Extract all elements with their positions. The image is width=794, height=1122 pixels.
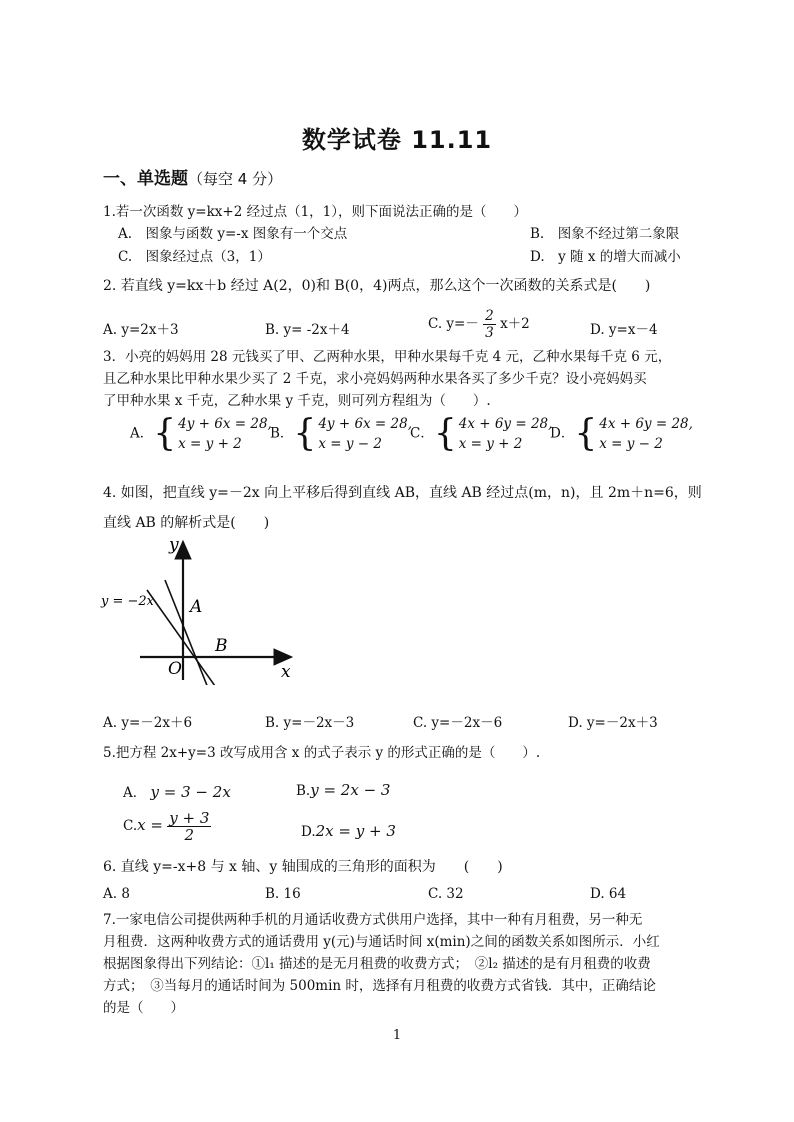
q3-d-eq1: 4x + 6y = 28, bbox=[599, 416, 693, 432]
q5-c-fraction bbox=[167, 810, 211, 843]
section-label: 一、单选题 bbox=[103, 169, 188, 189]
q3-b-eq1: 4y + 6x = 28, bbox=[318, 416, 413, 432]
q5-option-d bbox=[301, 822, 396, 840]
q5-b-label: B. bbox=[296, 783, 311, 799]
q2-c-numerator: 2 bbox=[485, 308, 494, 324]
q5-a-label: A． bbox=[123, 785, 147, 801]
q6-option-d: D. 64 bbox=[590, 886, 627, 902]
q5-c-label: C. bbox=[123, 818, 138, 834]
q1-option-b: B. 图象不经过第二象限 bbox=[530, 226, 680, 242]
q4-line-1: 4. 如图，把直线 y=－2x 向上平移后得到直线 AB，直线 AB 经过点(m，n)，且 2m＋n=6，则 bbox=[103, 485, 702, 501]
q5-b-equation: y = 2x − 3 bbox=[310, 781, 391, 799]
q5-option-b bbox=[296, 781, 390, 799]
q2-c-denominator: 3 bbox=[485, 325, 494, 341]
q4-line-2: 直线 AB 的解析式是( ) bbox=[103, 515, 270, 531]
q1-option-d: D. y 随 x 的增大而减小 bbox=[530, 249, 681, 265]
q1-option-a: A. 图象与函数 y=-x 图象有一个交点 bbox=[118, 226, 348, 242]
q1-option-c: C. 图象经过点（3，1） bbox=[118, 249, 271, 265]
section-heading bbox=[103, 164, 282, 189]
q5-c-lhs: x = bbox=[137, 816, 163, 834]
q3-d-eq2: x = y − 2 bbox=[599, 436, 663, 452]
q2-option-b: B. y= -2x＋4 bbox=[265, 322, 350, 338]
brace-icon: { bbox=[433, 413, 457, 454]
q7-line-4: 方式； ③当每月的通话时间为 500min 时，选择有月租费的收费方式省钱．其中，正确结论 bbox=[103, 978, 656, 994]
brace-icon: { bbox=[153, 413, 177, 454]
q3-a-label: A． bbox=[130, 425, 154, 442]
q3-d-label: D． bbox=[550, 425, 575, 442]
q2-option-c bbox=[428, 308, 530, 341]
q3-c-label: C． bbox=[410, 425, 434, 442]
q3-line-2: 且乙种水果比甲种水果少买了 2 千克，求小亮妈妈两种水果各买了多少千克？设小亮妈妈买 bbox=[103, 371, 647, 387]
q3-a-eq2: x = y + 2 bbox=[178, 436, 242, 452]
x-axis-label: x bbox=[281, 662, 291, 682]
q6-option-c: C. 32 bbox=[428, 886, 464, 902]
brace-icon: { bbox=[574, 413, 598, 454]
q5-d-equation: 2x = y + 3 bbox=[315, 822, 396, 840]
q5-option-c bbox=[123, 810, 211, 843]
q7-line-1: 7.一家电信公司提供两种手机的月通话收费方式供用户选择，其中一种有月租费，另一种无 bbox=[103, 912, 643, 928]
q3-option-a bbox=[130, 414, 272, 454]
q2-stem: 2. 若直线 y=kx＋b 经过 A(2，0)和 B(0，4)两点，那么这个一次函数的关系式是( ) bbox=[103, 278, 651, 294]
q3-option-c bbox=[410, 414, 552, 454]
q5-d-label: D. bbox=[301, 824, 316, 840]
q3-option-d bbox=[550, 414, 693, 454]
q5-c-denominator: 2 bbox=[184, 826, 195, 844]
q1-stem: 1.若一次函数 y=kx+2 经过点（1，1），则下面说法正确的是（ ） bbox=[103, 204, 528, 220]
q2-c-prefix: C. y=－ bbox=[428, 316, 479, 332]
q7-line-3: 根据图象得出下列结论：①l₁ 描述的是无月租费的收费方式； ②l₂ 描述的是有月租费的收费 bbox=[103, 956, 651, 972]
point-a-label: A bbox=[190, 597, 203, 617]
point-b-label: B bbox=[215, 636, 228, 656]
q2-option-d: D. y=x－4 bbox=[590, 322, 658, 338]
y-axis-label: y bbox=[169, 535, 179, 555]
q4-option-b: B. y=－2x－3 bbox=[265, 715, 355, 731]
q7-line-5: 的是（ ） bbox=[103, 1000, 184, 1016]
q3-c-eq2: x = y + 2 bbox=[458, 436, 523, 452]
q3-option-b bbox=[270, 414, 412, 454]
q6-option-b: B. 16 bbox=[265, 886, 301, 902]
q5-c-numerator: y + 3 bbox=[169, 809, 210, 827]
q5-stem: 5.把方程 2x+y=3 改写成用含 x 的式子表示 y 的形式正确的是（ ）. bbox=[103, 745, 541, 761]
line-equation-label: y = −2x bbox=[101, 594, 154, 609]
q6-option-a: A. 8 bbox=[103, 886, 130, 902]
brace-icon: { bbox=[293, 413, 317, 454]
q7-line-2: 月租费．这两种收费方式的通话费用 y(元)与通话时间 x(min)之间的函数关系如图所示．小红 bbox=[103, 934, 660, 950]
q4-option-d: D. y=－2x＋3 bbox=[568, 715, 658, 731]
section-score: （每空 4 分） bbox=[188, 170, 283, 188]
q3-b-eq2: x = y − 2 bbox=[318, 436, 382, 452]
q3-line-3: 了甲种水果 x 千克，乙种水果 y 千克，则可列方程组为（ ）. bbox=[103, 393, 491, 409]
page-title: 数学试卷 11.11 bbox=[301, 126, 493, 154]
q4-option-c: C. y=－2x－6 bbox=[413, 715, 503, 731]
q2-c-fraction bbox=[483, 308, 496, 341]
q2-c-suffix: x＋2 bbox=[500, 316, 530, 332]
q5-option-a bbox=[123, 781, 231, 801]
q3-line-1: 3．小亮的妈妈用 28 元钱买了甲、乙两种水果，甲种水果每千克 4 元，乙种水果每千克 6 元， bbox=[103, 349, 672, 365]
q6-stem: 6. 直线 y=-x+8 与 x 轴、y 轴围成的三角形的面积为 ( ) bbox=[103, 859, 503, 875]
q3-b-label: B． bbox=[270, 425, 294, 442]
q5-a-equation: y = 3 − 2x bbox=[150, 783, 231, 801]
q3-a-eq1: 4y + 6x = 28, bbox=[178, 416, 272, 432]
q4-figure bbox=[95, 530, 305, 685]
q3-c-eq1: 4x + 6y = 28, bbox=[458, 416, 553, 432]
q4-option-a: A. y=－2x＋6 bbox=[103, 715, 193, 731]
origin-label: O bbox=[168, 659, 182, 679]
q2-option-a: A. y=2x＋3 bbox=[103, 322, 179, 338]
page-number: 1 bbox=[392, 1028, 402, 1043]
